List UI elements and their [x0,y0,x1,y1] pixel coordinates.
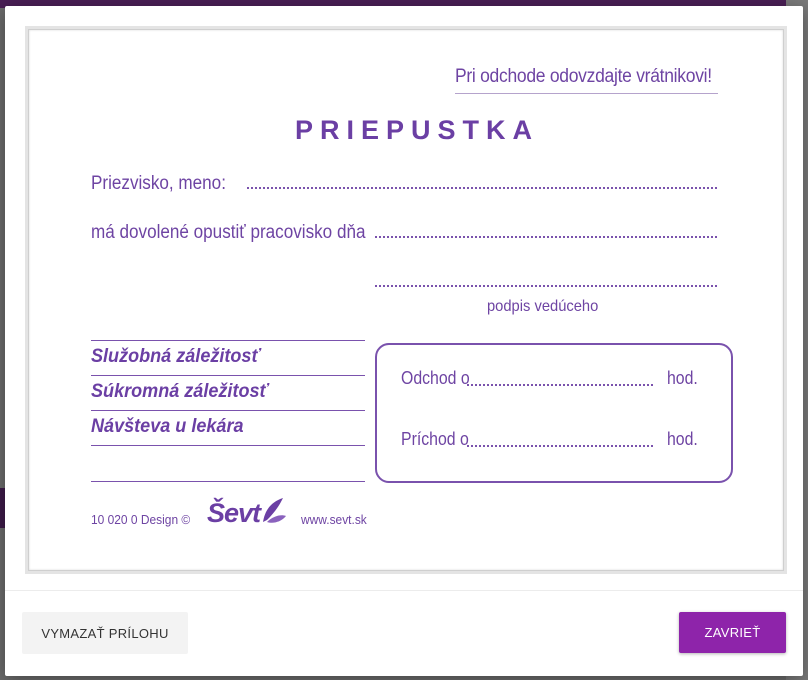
reason-doctor: Návšteva u lekára [91,416,244,437]
departure-hour-unit: hod. [667,368,698,388]
reason-business: Služobná záležitosť [91,346,261,367]
arrival-hour-unit: hod. [667,429,698,449]
signature-dots [375,285,717,287]
pass-document-image [28,29,784,571]
dialog-footer-divider [5,590,803,591]
departure-dots [467,384,653,386]
time-box [375,343,733,483]
return-note: Pri odchode odovzdajte vrátnikovi! [455,66,712,87]
butterfly-logo-icon [261,496,287,526]
name-field-label: Priezvisko, meno: [91,173,226,194]
reason-rule [91,375,365,376]
brand-url: www.sevt.sk [301,512,367,527]
reason-rule [91,410,365,411]
attachment-image-frame [25,26,787,574]
return-note-underline [455,93,718,94]
date-field-dots [375,236,717,238]
name-field-dots [247,187,717,189]
reason-rule [91,481,365,482]
arrival-label: Príchod o [401,429,469,449]
close-button[interactable]: ZAVRIEŤ [679,612,786,653]
reason-rule [91,445,365,446]
permission-field-label: má dovolené opustiť pracovisko dňa [91,222,366,243]
reason-private: Súkromná záležitosť [91,381,269,402]
form-code: 10 020 0 Design © [91,512,191,527]
sevt-logo: Ševt [207,498,261,528]
departure-label: Odchod o [401,368,470,388]
clear-attachment-button[interactable]: VYMAZAŤ PRÍLOHU [22,612,188,654]
reason-rule [91,340,365,341]
document-title: PRIEPUSTKA [294,115,540,145]
arrival-dots [467,445,653,447]
signature-label: podpis vedúceho [487,298,599,315]
attachment-preview-dialog [5,6,803,676]
